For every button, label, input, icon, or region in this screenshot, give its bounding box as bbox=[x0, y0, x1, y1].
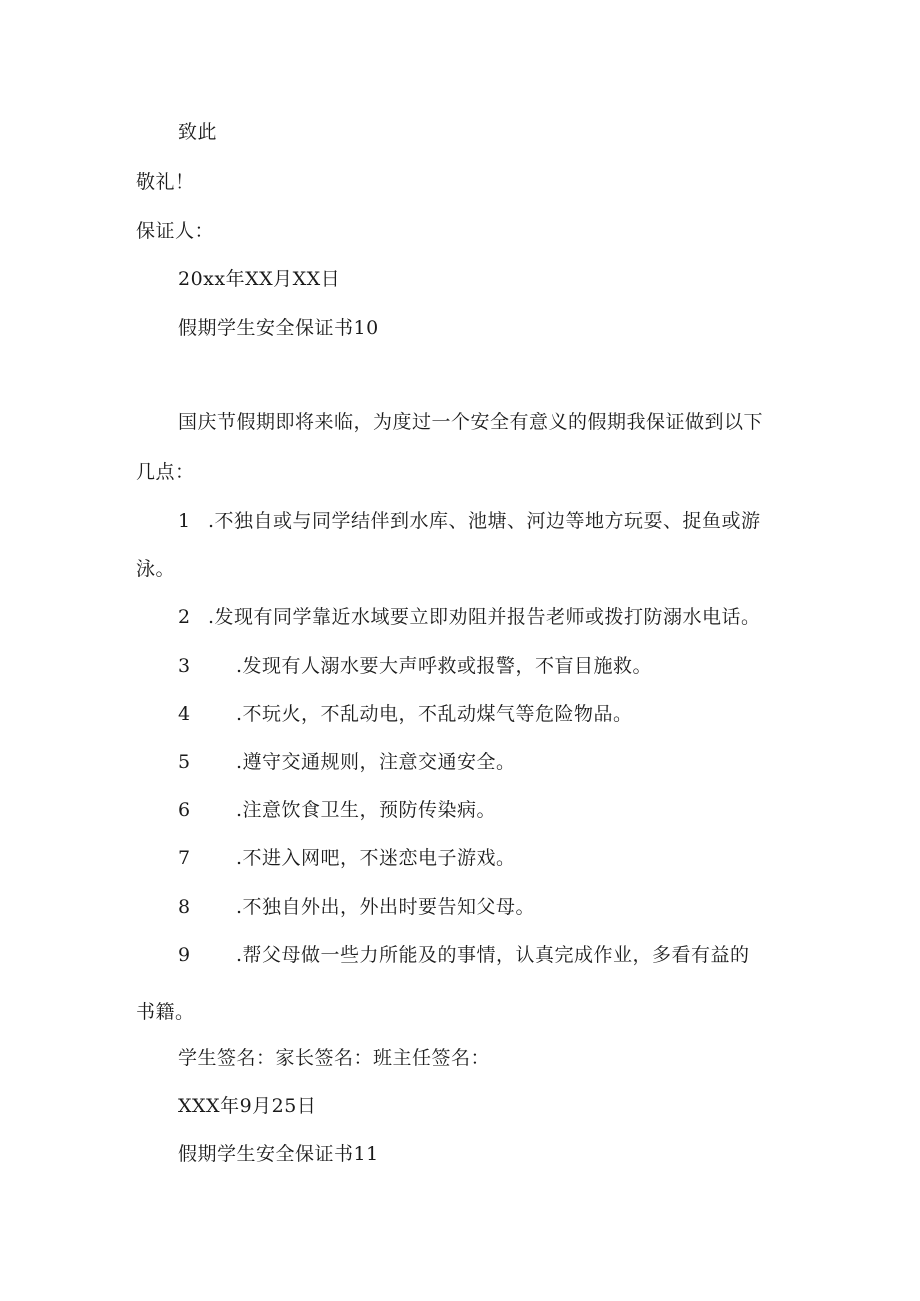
list-item bbox=[178, 943, 750, 967]
intro-paragraph-line1: 国庆节假期即将来临，为度过一个安全有意义的假期我保证做到以下 bbox=[178, 411, 764, 433]
item-text: .发现有人溺水要大声呼救或报警，不盲目施救。 bbox=[236, 655, 653, 677]
section-date: XXX年9月25日 bbox=[178, 1095, 317, 1117]
item-text-continuation: 泳。 bbox=[136, 558, 176, 580]
list-item bbox=[178, 605, 761, 629]
list-item bbox=[178, 702, 633, 726]
item-text: .发现有同学靠近水域要立即劝阻并报告老师或拨打防溺水电话。 bbox=[208, 606, 761, 628]
list-item bbox=[178, 654, 652, 678]
item-number: 6 bbox=[178, 799, 191, 821]
item-text: .不玩火，不乱动电，不乱动煤气等危险物品。 bbox=[236, 703, 633, 725]
item-text: .帮父母做一些力所能及的事情，认真完成作业，多看有益的 bbox=[236, 944, 750, 966]
signature-line: 学生签名：家长签名：班主任签名： bbox=[178, 1047, 491, 1069]
closing-jingli: 敬礼！ bbox=[136, 171, 195, 193]
closing-zhici: 致此 bbox=[178, 121, 218, 143]
list-item bbox=[178, 509, 761, 533]
closing-date: 20xx年XX月XX日 bbox=[178, 268, 341, 290]
item-number: 7 bbox=[178, 847, 191, 869]
list-item bbox=[178, 895, 535, 919]
item-text: .注意饮食卫生，预防传染病。 bbox=[236, 799, 497, 821]
item-text: .不进入网吧，不迷恋电子游戏。 bbox=[236, 847, 516, 869]
item-number: 1 bbox=[178, 510, 191, 532]
item-text-continuation: 书籍。 bbox=[136, 1001, 195, 1023]
item-number: 9 bbox=[178, 944, 191, 966]
section-title-11: 假期学生安全保证书11 bbox=[178, 1143, 379, 1165]
item-number: 8 bbox=[178, 896, 191, 918]
item-number: 4 bbox=[178, 703, 191, 725]
list-item bbox=[178, 750, 516, 774]
intro-paragraph-line2: 几点： bbox=[136, 461, 195, 483]
item-text: .遵守交通规则，注意交通安全。 bbox=[236, 751, 516, 773]
section-title-10: 假期学生安全保证书10 bbox=[178, 317, 379, 339]
guarantor-label: 保证人： bbox=[136, 220, 215, 242]
item-number: 5 bbox=[178, 751, 191, 773]
item-text: .不独自外出，外出时要告知父母。 bbox=[236, 896, 536, 918]
item-number: 3 bbox=[178, 655, 191, 677]
item-number: 2 bbox=[178, 606, 191, 628]
item-text: .不独自或与同学结伴到水库、池塘、河边等地方玩耍、捉鱼或游 bbox=[208, 510, 761, 532]
list-item bbox=[178, 798, 496, 822]
list-item bbox=[178, 846, 516, 870]
